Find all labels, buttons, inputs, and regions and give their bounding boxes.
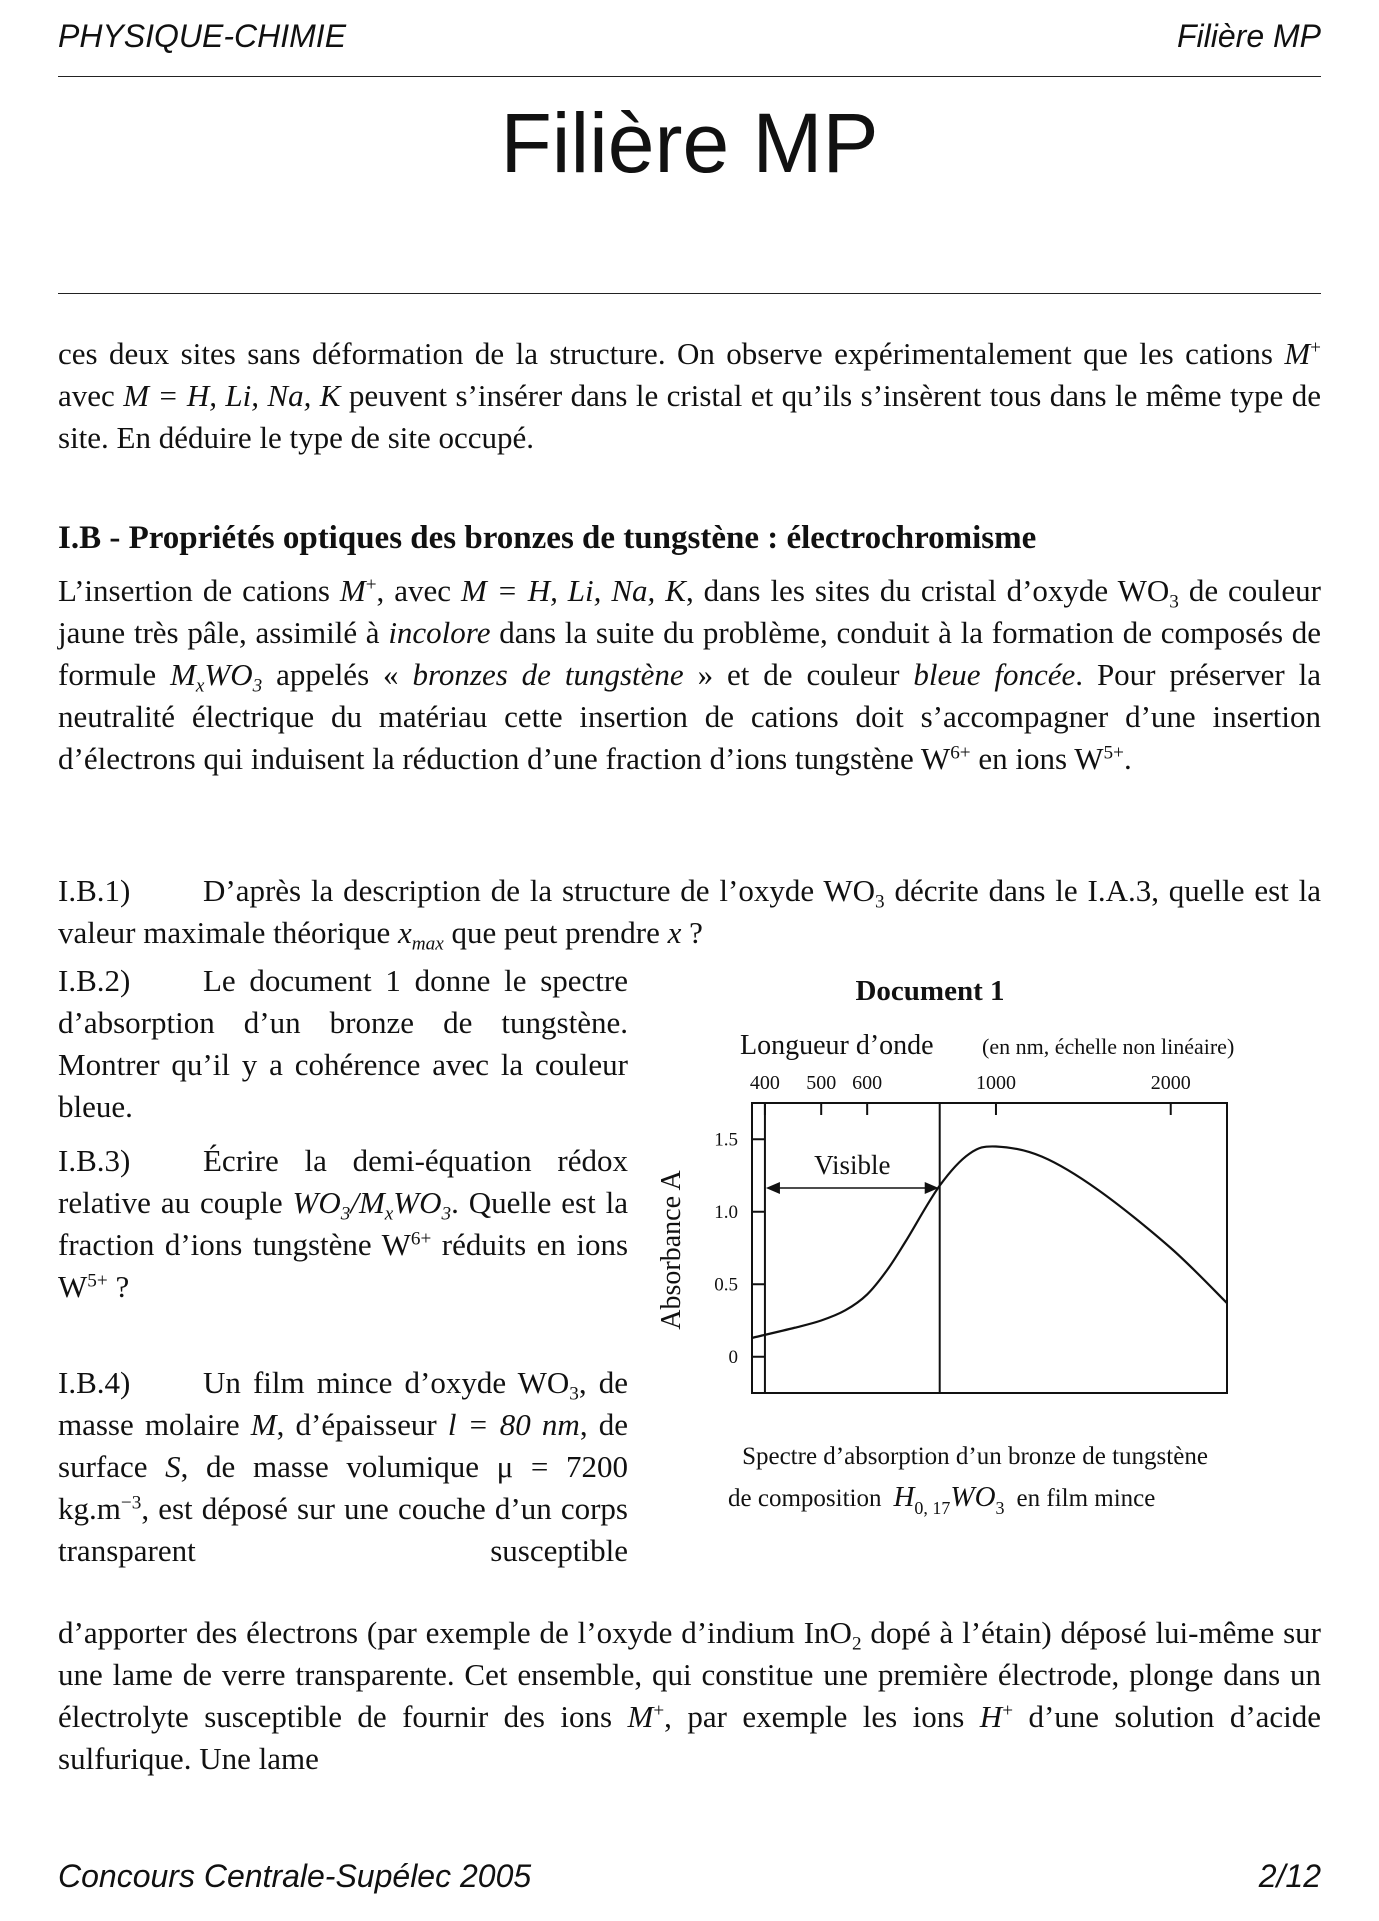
section-heading: I.B - Propriétés optiques des bronzes de tungstène : électrochromisme — [58, 520, 1037, 556]
y-tick-label: 0 — [728, 1346, 738, 1368]
chart-xlabel: Longueur d’onde — [740, 1030, 934, 1061]
x-tick-label: 600 — [852, 1072, 883, 1094]
paragraph-electrochromism: L’insertion de cations M+, avec M = H, Li, Na, K, dans les sites du cristal d’oxyde $WO_3$ de couleur jaune très pâle, assimilé à incolore dans la suite du problème, conduit à la formation de composés de formule $M_xWO_3$ appelés « bronzes de tungstène » et de couleur bleue foncée. Pour préserver la neutralité électrique du matériau cette insertion de cations doit s’accompagner d’une insertion d’électrons qui induisent la réduction d’une fraction d’ions tungstène $W^{6+}$ en ions $W^{5+}$. — [58, 573, 1322, 776]
footer-contest: Concours Centrale-Supélec 2005 — [58, 1858, 532, 1894]
spectrum-figure — [640, 960, 1340, 1520]
header-subject: PHYSIQUE-CHIMIE — [58, 18, 347, 54]
visible-arrowhead-right — [925, 1182, 939, 1194]
visible-arrowhead-left — [766, 1182, 780, 1194]
paragraph-electrode: d’apporter des électrons (par exemple de l’oxyde d’indium InO$_2$ dopé à l’étain) déposé lui-même sur une lame de verre transparente. Cet ensemble, qui constitue une première électrode, plonge dans un électrolyte susceptible de fournir des ions M+, par exemple les ions H+ d’une solution d’acide sulfurique. Une lame — [58, 1615, 1322, 1776]
page-title: Filière MP — [500, 96, 879, 190]
chart-ylabel: Absorbance A — [656, 1170, 687, 1330]
question-ib3: I.B.3) Écrire la demi-équation rédox relative au couple $WO_3/M_xWO_3$. Quelle est la fraction d’ions tungstène $W^{6+}$ réduits en ions $W^{5+}$ ? — [58, 1143, 629, 1304]
visible-label: Visible — [814, 1150, 891, 1180]
x-tick-label: 400 — [749, 1072, 780, 1094]
question-ib2: I.B.2) Le document 1 donne le spectre d’absorption d’un bronze de tungstène. Montrer qu’il y a cohérence avec la couleur bleue. — [58, 963, 628, 1124]
header-track: Filière MP — [1176, 18, 1321, 54]
x-tick-label: 500 — [806, 1072, 837, 1094]
y-tick-label: 0.5 — [714, 1274, 738, 1296]
y-tick-label: 1.5 — [714, 1129, 738, 1151]
header-rule — [58, 76, 1321, 77]
title-rule — [58, 293, 1321, 294]
caption-line2: de composition $H_{0, 17}WO_3$ en film mince — [728, 1481, 1156, 1518]
y-tick-label: 1.0 — [714, 1201, 738, 1223]
caption-line1: Spectre d’absorption d’un bronze de tungstène — [742, 1443, 1208, 1470]
chart-xlabel-note: (en nm, échelle non linéaire) — [982, 1034, 1235, 1059]
question-ib4: I.B.4) Un film mince d’oxyde $WO_3$, de masse molaire M, d’épaisseur l = 80 nm, de surface S, de masse volumique μ = 7200 $kg.m^{-3}$, est déposé sur une couche d’un corps transparent susceptible — [58, 1365, 629, 1568]
footer-page-number: 2/12 — [1258, 1858, 1321, 1894]
x-tick-label: 1000 — [975, 1072, 1016, 1094]
x-tick-label: 2000 — [1150, 1072, 1191, 1094]
question-ib1: I.B.1) D’après la description de la structure de l’oxyde $WO_3$ décrite dans le I.A.3, quelle est la valeur maximale théorique $x_{max}$ que peut prendre x ? — [58, 873, 1322, 955]
paragraph-intro: ces deux sites sans déformation de la structure. On observe expérimentalement que les cations M+ avec M = H, Li, Na, K peuvent s’insérer dans le cristal et qu’ils s’insèrent tous dans le même type de site. En déduire le type de site occupé. — [58, 336, 1322, 455]
chart-title: Document 1 — [855, 975, 1005, 1007]
